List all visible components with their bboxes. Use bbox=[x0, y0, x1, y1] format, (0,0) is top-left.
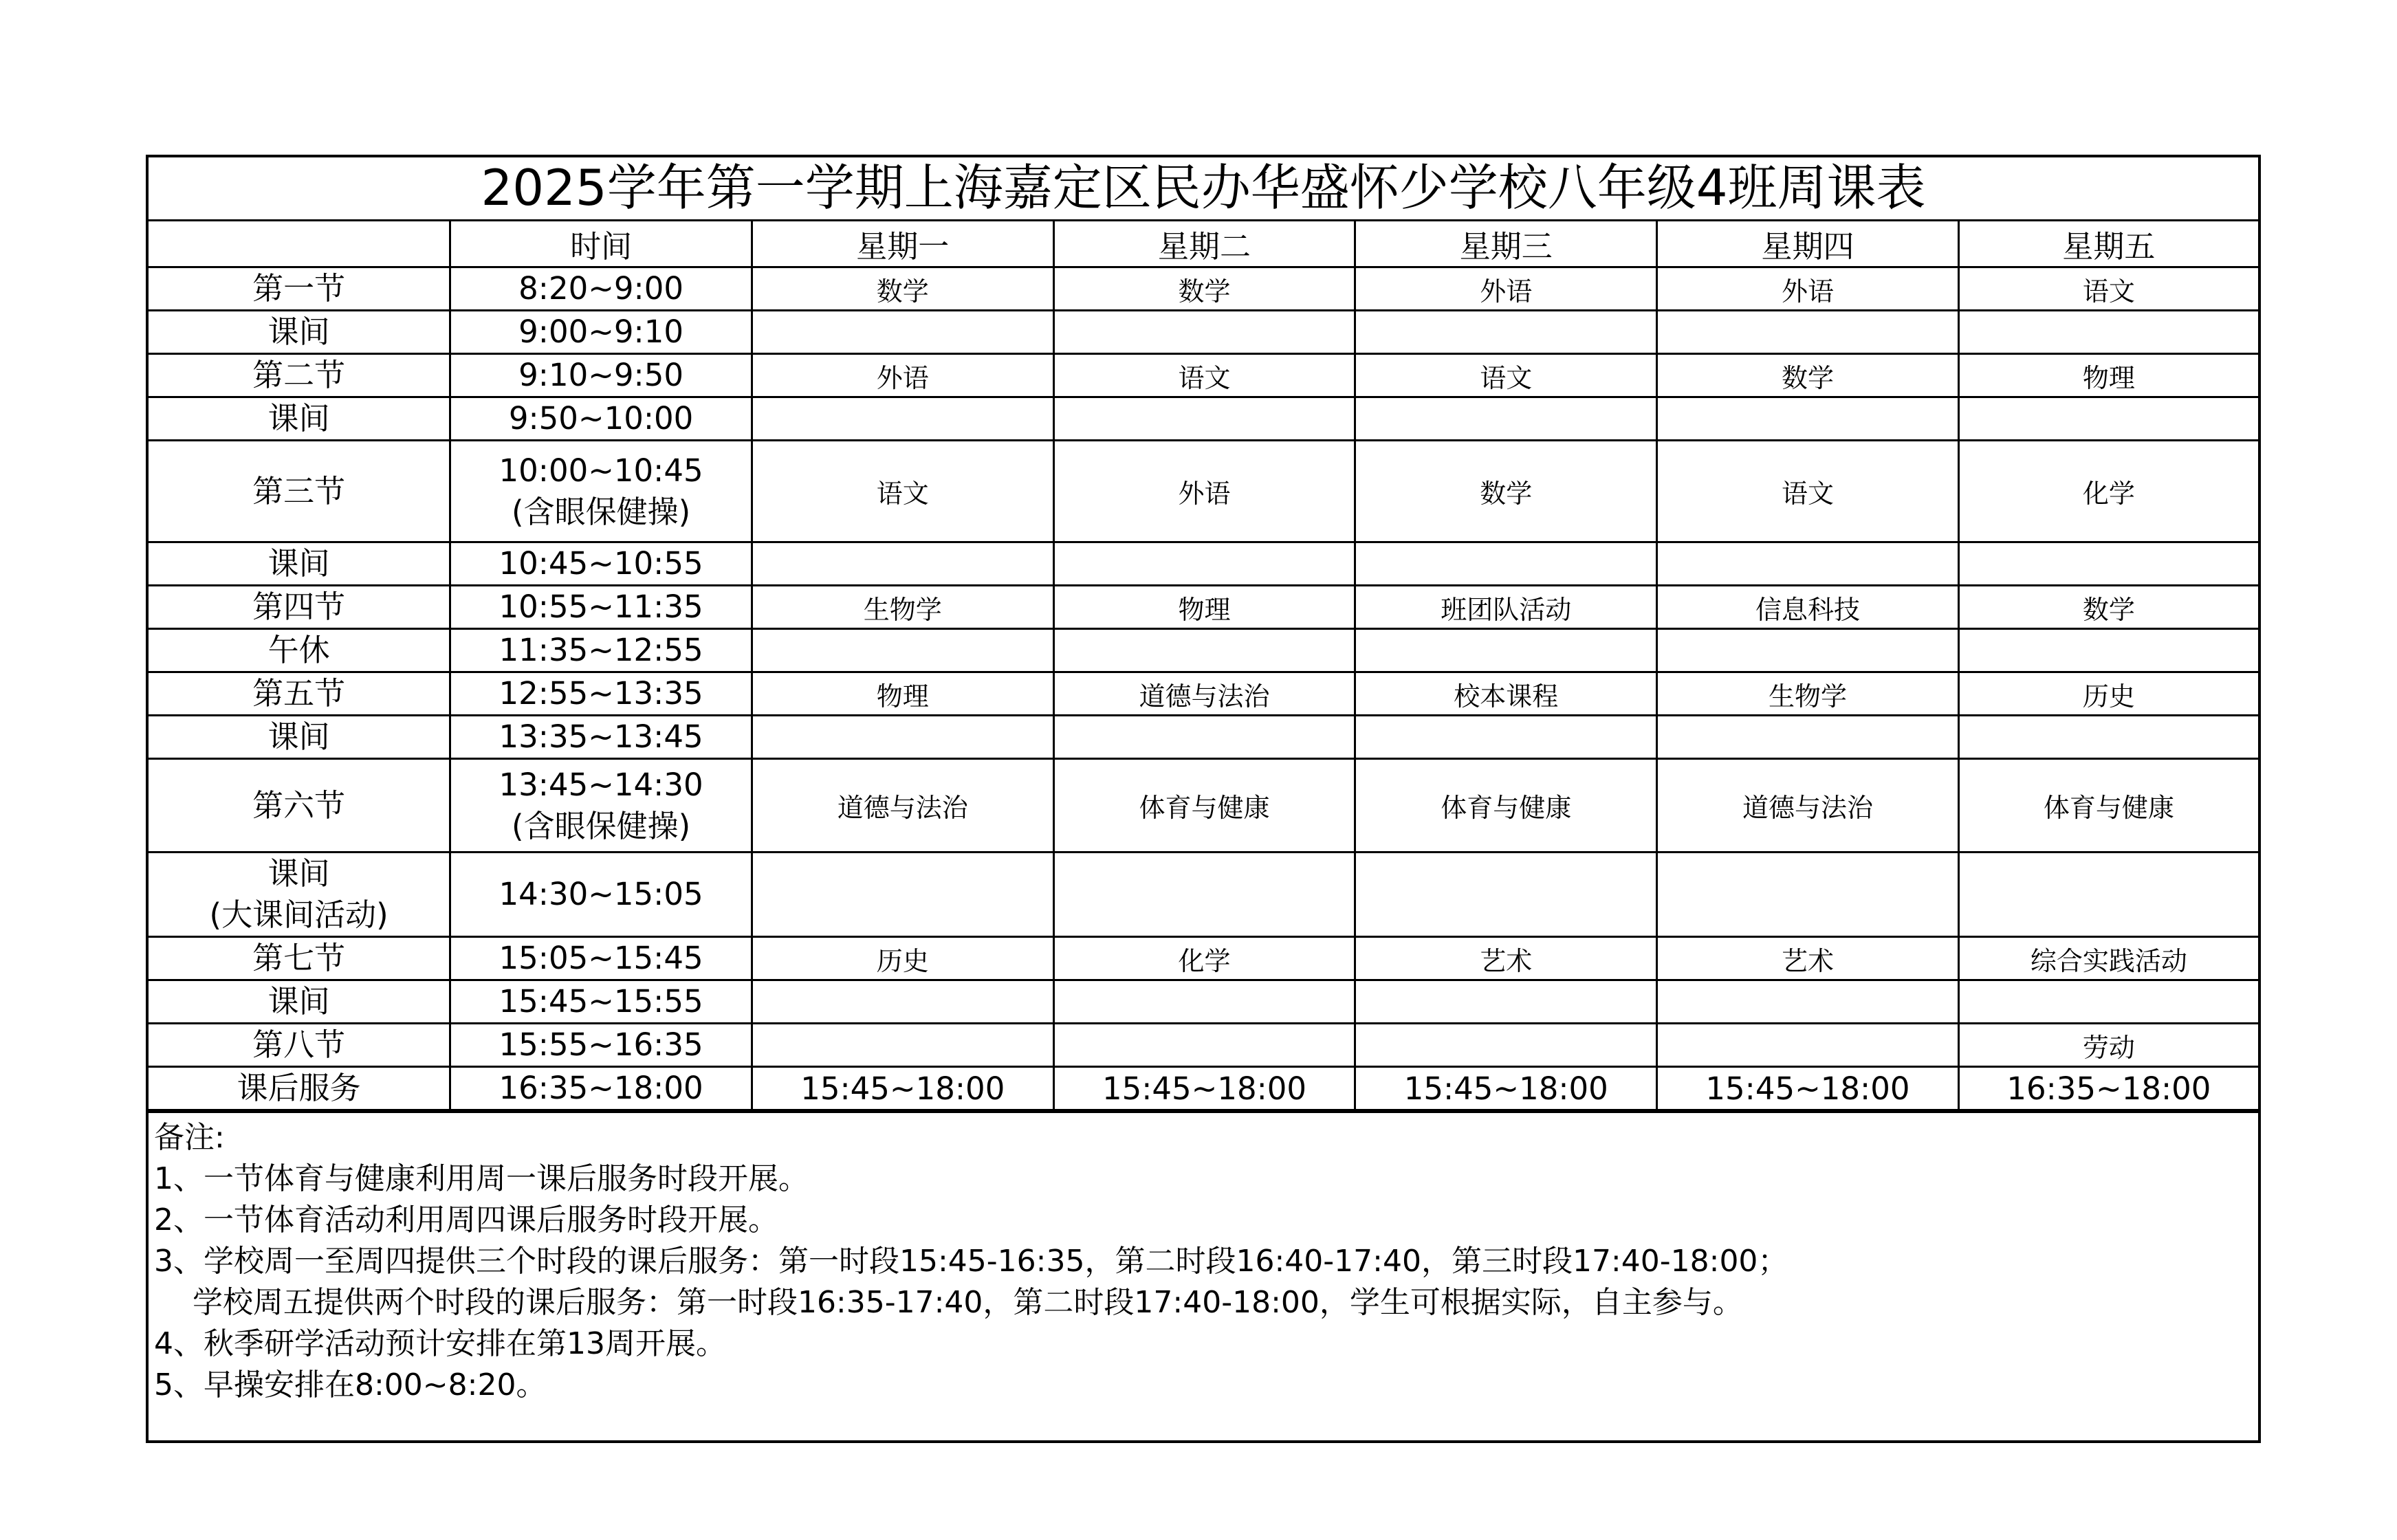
subject-cell: 外语 bbox=[1053, 441, 1355, 542]
period-time bbox=[450, 937, 752, 980]
subject-cell bbox=[1958, 980, 2258, 1024]
period-time bbox=[450, 672, 752, 716]
table-row bbox=[149, 1067, 2258, 1110]
period-label-text: 课间 bbox=[267, 855, 330, 892]
subject-cell bbox=[1053, 716, 1355, 759]
period-time-text: 13:35~13:45 bbox=[499, 718, 703, 755]
subject-cell bbox=[1053, 980, 1355, 1024]
period-label bbox=[149, 267, 450, 311]
table-row bbox=[149, 1024, 2258, 1067]
subject-cell bbox=[1355, 852, 1657, 937]
table-row bbox=[149, 267, 2258, 311]
period-label bbox=[149, 1024, 450, 1067]
subject-cell: 劳动 bbox=[1958, 1024, 2258, 1067]
table-row bbox=[149, 716, 2258, 759]
subject-cell bbox=[1053, 542, 1355, 586]
period-label-text: 第八节 bbox=[252, 1026, 346, 1063]
subject-cell: 化学 bbox=[1053, 937, 1355, 980]
period-time bbox=[450, 586, 752, 629]
period-label bbox=[149, 586, 450, 629]
period-time-text: 15:55~16:35 bbox=[499, 1026, 703, 1063]
subject-cell bbox=[1657, 629, 1959, 672]
table-row bbox=[149, 980, 2258, 1024]
period-time bbox=[450, 542, 752, 586]
period-label-text: 课后服务 bbox=[237, 1070, 361, 1106]
header-row bbox=[149, 221, 2258, 267]
table-row bbox=[149, 542, 2258, 586]
period-label-text: 午休 bbox=[267, 632, 330, 668]
period-time bbox=[450, 267, 752, 311]
subject-cell: 语文 bbox=[1053, 354, 1355, 397]
subject-cell bbox=[752, 629, 1053, 672]
period-label-text: 课间 bbox=[267, 983, 330, 1020]
subject-cell: 信息科技 bbox=[1657, 586, 1959, 629]
table-row bbox=[149, 441, 2258, 542]
subject-cell: 语文 bbox=[752, 441, 1053, 542]
table-row bbox=[149, 397, 2258, 441]
period-label bbox=[149, 937, 450, 980]
subject-cell bbox=[1053, 852, 1355, 937]
subject-cell: 化学 bbox=[1958, 441, 2258, 542]
subject-cell: 生物学 bbox=[1657, 672, 1959, 716]
subject-cell bbox=[1053, 1024, 1355, 1067]
subject-cell bbox=[1053, 397, 1355, 441]
table-row bbox=[149, 852, 2258, 937]
subject-cell bbox=[1958, 852, 2258, 937]
period-label bbox=[149, 354, 450, 397]
subject-cell: 外语 bbox=[1355, 267, 1657, 311]
period-time bbox=[450, 397, 752, 441]
subject-cell bbox=[1657, 311, 1959, 354]
note-line: 学校周五提供两个时段的课后服务：第一时段16:35-17:40，第二时段17:40-18:00，学生可根据实际，自主参与。 bbox=[154, 1285, 1743, 1320]
subject-cell bbox=[1657, 716, 1959, 759]
period-time-text: 13:45~14:30 bbox=[499, 766, 703, 803]
subject-cell: 数学 bbox=[1657, 354, 1959, 397]
period-time-text: 10:00~10:45 bbox=[499, 452, 703, 489]
table-row bbox=[149, 629, 2258, 672]
service-time-cell: 15:45~18:00 bbox=[1053, 1067, 1355, 1110]
subject-cell bbox=[1355, 980, 1657, 1024]
service-time-cell: 15:45~18:00 bbox=[1355, 1067, 1657, 1110]
note-line: 4、秋季研学活动预计安排在第13周开展。 bbox=[154, 1326, 726, 1361]
period-time bbox=[450, 852, 752, 937]
page-title: 2025学年第一学期上海嘉定区民办华盛怀少学校八年级4班周课表 bbox=[149, 157, 2258, 221]
subject-cell bbox=[1657, 980, 1959, 1024]
period-time bbox=[450, 1067, 752, 1110]
period-label-text: (大课间活动) bbox=[209, 896, 388, 933]
subject-cell bbox=[1355, 1024, 1657, 1067]
subject-cell: 道德与法治 bbox=[752, 759, 1053, 852]
subject-cell bbox=[1958, 542, 2258, 586]
subject-cell bbox=[752, 397, 1053, 441]
table-row bbox=[149, 937, 2258, 980]
subject-cell: 校本课程 bbox=[1355, 672, 1657, 716]
subject-cell: 物理 bbox=[1958, 354, 2258, 397]
period-time bbox=[450, 311, 752, 354]
subject-cell bbox=[1958, 311, 2258, 354]
subject-cell: 综合实践活动 bbox=[1958, 937, 2258, 980]
period-time-text: 9:50~10:00 bbox=[508, 400, 694, 437]
note-line: 5、早操安排在8:00~8:20。 bbox=[154, 1367, 547, 1402]
period-time-text: 15:05~15:45 bbox=[499, 940, 703, 976]
subject-cell: 体育与健康 bbox=[1958, 759, 2258, 852]
subject-cell: 班团队活动 bbox=[1355, 586, 1657, 629]
period-label bbox=[149, 716, 450, 759]
period-label-text: 第四节 bbox=[252, 588, 346, 625]
subject-cell: 外语 bbox=[1657, 267, 1959, 311]
table-row bbox=[149, 311, 2258, 354]
period-time bbox=[450, 1024, 752, 1067]
period-time-text: 16:35~18:00 bbox=[499, 1070, 703, 1106]
period-time-text: (含眼保健操) bbox=[512, 807, 691, 844]
subject-cell bbox=[1657, 1024, 1959, 1067]
subject-cell: 语文 bbox=[1657, 441, 1959, 542]
period-label bbox=[149, 980, 450, 1024]
subject-cell bbox=[1355, 311, 1657, 354]
period-label bbox=[149, 1067, 450, 1110]
period-time-text: 9:10~9:50 bbox=[518, 357, 683, 393]
period-label bbox=[149, 629, 450, 672]
period-time bbox=[450, 980, 752, 1024]
note-line: 3、学校周一至周四提供三个时段的课后服务：第一时段15:45-16:35，第二时段16:40-17:40，第三时段17:40-18:00； bbox=[154, 1244, 1788, 1279]
subject-cell: 体育与健康 bbox=[1355, 759, 1657, 852]
subject-cell: 数学 bbox=[1355, 441, 1657, 542]
subject-cell: 艺术 bbox=[1355, 937, 1657, 980]
period-time bbox=[450, 629, 752, 672]
header-day: 星期一 bbox=[752, 221, 1053, 267]
subject-cell bbox=[1958, 629, 2258, 672]
header-day: 星期四 bbox=[1657, 221, 1959, 267]
period-time-text: (含眼保健操) bbox=[512, 493, 691, 530]
subject-cell: 外语 bbox=[752, 354, 1053, 397]
period-time-text: 10:45~10:55 bbox=[499, 545, 703, 582]
period-time bbox=[450, 441, 752, 542]
period-label bbox=[149, 397, 450, 441]
subject-cell bbox=[1355, 542, 1657, 586]
service-time-cell: 16:35~18:00 bbox=[1958, 1067, 2258, 1110]
service-time-cell: 15:45~18:00 bbox=[1657, 1067, 1959, 1110]
header-time: 时间 bbox=[450, 221, 752, 267]
subject-cell: 物理 bbox=[1053, 586, 1355, 629]
period-label-text: 课间 bbox=[267, 545, 330, 582]
table-row bbox=[149, 586, 2258, 629]
subject-cell bbox=[1958, 397, 2258, 441]
header-day: 星期三 bbox=[1355, 221, 1657, 267]
timetable-sheet bbox=[146, 155, 2261, 1443]
period-label-text: 第一节 bbox=[252, 270, 346, 307]
period-label-text: 第三节 bbox=[252, 472, 346, 509]
subject-cell: 语文 bbox=[1958, 267, 2258, 311]
period-time-text: 8:20~9:00 bbox=[518, 270, 683, 307]
header-blank bbox=[149, 221, 450, 267]
subject-cell bbox=[1053, 629, 1355, 672]
subject-cell: 物理 bbox=[752, 672, 1053, 716]
period-label bbox=[149, 759, 450, 852]
subject-cell bbox=[1355, 397, 1657, 441]
subject-cell bbox=[752, 311, 1053, 354]
period-label-text: 第七节 bbox=[252, 940, 346, 976]
period-label bbox=[149, 311, 450, 354]
subject-cell bbox=[752, 716, 1053, 759]
header-day: 星期五 bbox=[1958, 221, 2258, 267]
period-label bbox=[149, 672, 450, 716]
period-label bbox=[149, 852, 450, 937]
period-time bbox=[450, 716, 752, 759]
header-day: 星期二 bbox=[1053, 221, 1355, 267]
subject-cell bbox=[752, 852, 1053, 937]
subject-cell: 道德与法治 bbox=[1053, 672, 1355, 716]
service-time-cell: 15:45~18:00 bbox=[752, 1067, 1053, 1110]
note-line: 1、一节体育与健康利用周一课后服务时段开展。 bbox=[154, 1161, 809, 1196]
table-row bbox=[149, 354, 2258, 397]
subject-cell bbox=[752, 1024, 1053, 1067]
period-label-text: 课间 bbox=[267, 314, 330, 350]
subject-cell bbox=[1657, 397, 1959, 441]
notes-section bbox=[149, 1111, 2258, 1440]
subject-cell bbox=[1958, 716, 2258, 759]
subject-cell bbox=[1657, 542, 1959, 586]
subject-cell: 艺术 bbox=[1657, 937, 1959, 980]
subject-cell: 体育与健康 bbox=[1053, 759, 1355, 852]
table-row bbox=[149, 672, 2258, 716]
subject-cell bbox=[1355, 629, 1657, 672]
period-label-text: 课间 bbox=[267, 400, 330, 437]
subject-cell: 历史 bbox=[752, 937, 1053, 980]
subject-cell bbox=[1355, 716, 1657, 759]
subject-cell: 语文 bbox=[1355, 354, 1657, 397]
period-label-text: 第五节 bbox=[252, 675, 346, 712]
period-time-text: 11:35~12:55 bbox=[499, 632, 703, 668]
period-time bbox=[450, 354, 752, 397]
period-time-text: 10:55~11:35 bbox=[499, 588, 703, 625]
notes-heading: 备注: bbox=[154, 1120, 225, 1155]
subject-cell bbox=[752, 542, 1053, 586]
subject-cell: 生物学 bbox=[752, 586, 1053, 629]
subject-cell bbox=[1053, 311, 1355, 354]
period-label bbox=[149, 542, 450, 586]
subject-cell bbox=[1657, 852, 1959, 937]
period-label bbox=[149, 441, 450, 542]
period-time bbox=[450, 759, 752, 852]
timetable bbox=[149, 221, 2258, 1111]
period-label-text: 第六节 bbox=[252, 786, 346, 824]
period-time-text: 12:55~13:35 bbox=[499, 675, 703, 712]
subject-cell: 数学 bbox=[1958, 586, 2258, 629]
table-row bbox=[149, 759, 2258, 852]
subject-cell: 数学 bbox=[752, 267, 1053, 311]
note-line: 2、一节体育活动利用周四课后服务时段开展。 bbox=[154, 1202, 778, 1238]
period-label-text: 第二节 bbox=[252, 357, 346, 393]
subject-cell bbox=[752, 980, 1053, 1024]
subject-cell: 道德与法治 bbox=[1657, 759, 1959, 852]
period-label-text: 课间 bbox=[267, 718, 330, 755]
period-time-text: 15:45~15:55 bbox=[499, 983, 703, 1020]
subject-cell: 数学 bbox=[1053, 267, 1355, 311]
period-time-text: 9:00~9:10 bbox=[518, 314, 683, 350]
subject-cell: 历史 bbox=[1958, 672, 2258, 716]
period-time-text: 14:30~15:05 bbox=[499, 876, 703, 912]
